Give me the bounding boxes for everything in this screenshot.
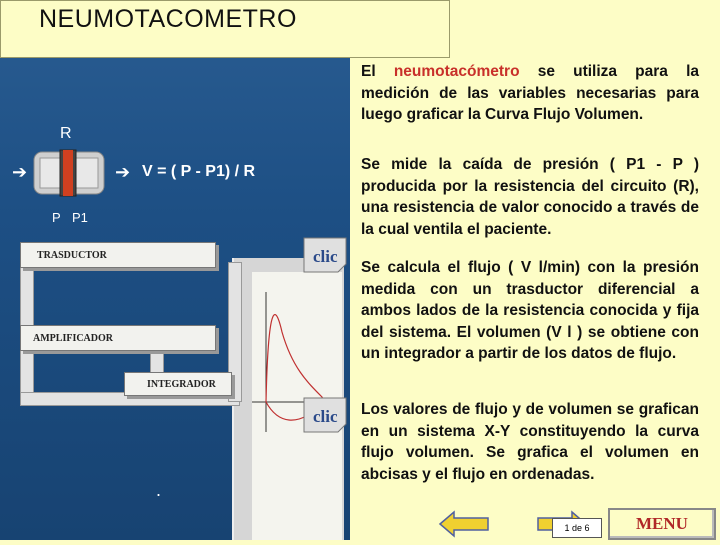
clic-label-1: clic: [313, 247, 338, 266]
page-indicator: 1 de 6: [552, 518, 602, 538]
paragraph-3: Se calcula el flujo ( V l/min) con la presión medida con un trasductor diferencial a ambos lados de la resistencia conocida y fija del sistema. El volumen (V l ) se obtiene con un integrador a partir de los datos de flujo.: [361, 259, 699, 362]
clic-button-1[interactable]: [300, 234, 350, 274]
paragraph-4: Los valores de flujo y de volumen se grafican en un sistema X-Y constituyendo la curva flujo volumen. Se grafica el volumen en abcisas y el flujo en ordenadas.: [361, 401, 699, 483]
clic-label-2: clic: [313, 407, 338, 426]
back-button[interactable]: [438, 510, 490, 538]
traductor-label: TRASDUCTOR: [37, 249, 107, 261]
paragraph-1-start: El: [361, 63, 394, 80]
resistance-label: R: [60, 125, 72, 142]
paragraph-1: [361, 61, 699, 126]
amplifier-label: AMPLIFICADOR: [33, 332, 113, 344]
paragraph-2: Se mide la caída de presión ( P1 - P ) producida por la resistencia del circuito (R), una resistencia de valor conocido a través de la cual ventila el paciente.: [361, 156, 699, 238]
integrator-label: INTEGRADOR: [147, 378, 216, 390]
keyword-neumotacometro: neumotacómetro: [393, 63, 520, 80]
pressure-label-p1: P1: [72, 210, 88, 225]
clic-button-2[interactable]: [300, 394, 350, 434]
title-box: [0, 0, 450, 58]
integrator-box: [124, 372, 232, 396]
traductor-box: [20, 242, 216, 268]
paragraph-1-end: se utiliza para la medición de las variables necesarias para luego graficar la Curva Flujo Volumen.: [361, 63, 700, 123]
outflow-arrow-icon: ➔: [115, 162, 131, 182]
pneumotach-tube: [30, 146, 110, 200]
flow-formula: V = ( P - P1) / R: [142, 163, 256, 180]
amplifier-box: [20, 325, 216, 351]
inflow-arrow-icon: ➔: [12, 162, 28, 182]
bottom-dot: .: [156, 480, 162, 500]
menu-button[interactable]: MENU: [608, 508, 716, 540]
page-title: NEUMOTACOMETRO: [39, 5, 297, 33]
pressure-label-p: P: [52, 210, 61, 225]
